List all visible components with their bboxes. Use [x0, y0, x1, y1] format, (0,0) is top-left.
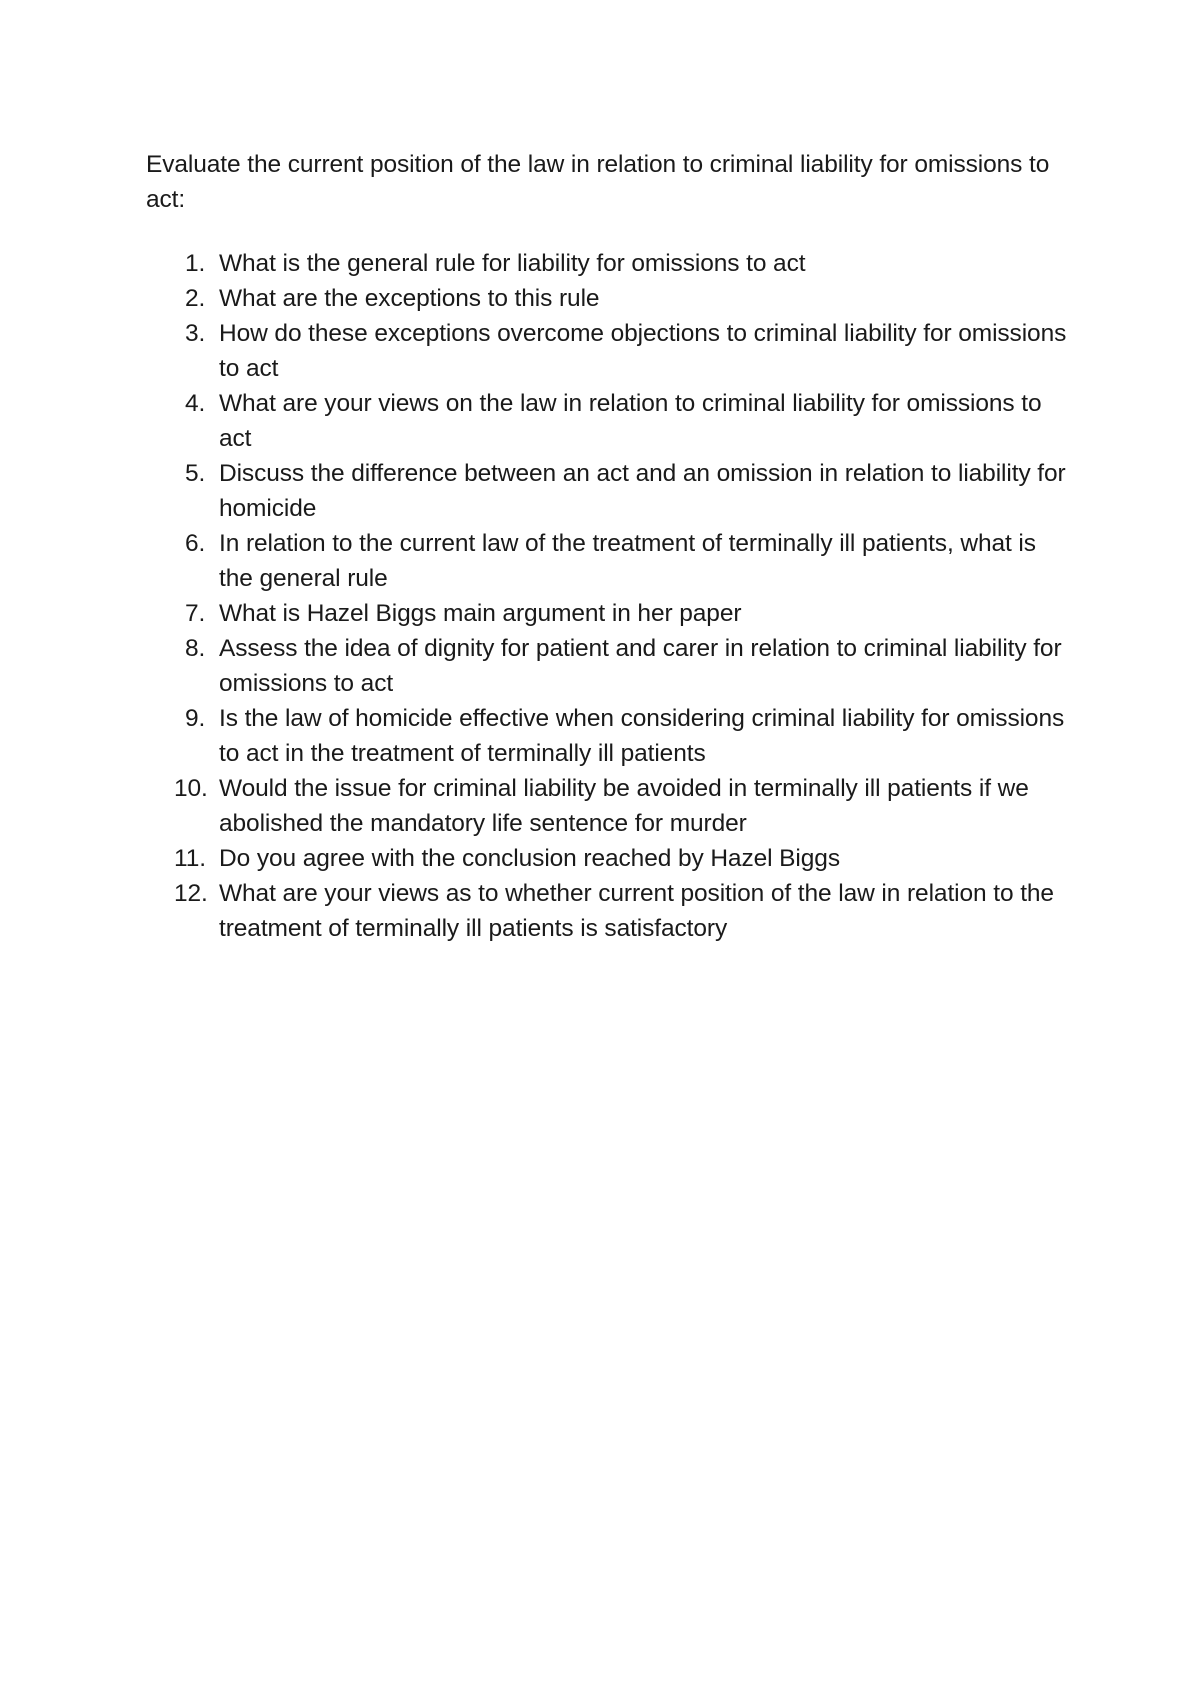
question-text: What are your views as to whether current position of the law in relation to the treatment of terminally ill patients is satisfactory	[219, 880, 1054, 942]
question-text: What is Hazel Biggs main argument in her paper	[219, 600, 742, 627]
question-text: Would the issue for criminal liability be avoided in terminally ill patients if we abolished the mandatory life sentence for murder	[219, 775, 1029, 837]
question-list	[146, 246, 1076, 946]
question-number: 2.	[185, 285, 206, 312]
question-text: Do you agree with the conclusion reached by Hazel Biggs	[219, 845, 840, 872]
question-item	[146, 841, 1076, 876]
question-item	[146, 246, 1076, 281]
question-text: What are your views on the law in relation to criminal liability for omissions to act	[219, 390, 1042, 452]
question-number: 12.	[174, 880, 208, 907]
question-item	[146, 316, 1076, 386]
question-number: 9.	[185, 705, 206, 732]
question-text: Discuss the difference between an act and an omission in relation to liability for homicide	[219, 460, 1066, 522]
question-text: How do these exceptions overcome objections to criminal liability for omissions to act	[219, 320, 1067, 382]
question-number: 1.	[185, 250, 206, 277]
intro-paragraph: Evaluate the current position of the law in relation to criminal liability for omissions to act:	[146, 151, 1050, 213]
question-number: 6.	[185, 530, 206, 557]
question-item	[146, 456, 1076, 526]
question-number: 10.	[174, 775, 208, 802]
question-number: 5.	[185, 460, 206, 487]
question-item	[146, 526, 1076, 596]
question-item	[146, 631, 1076, 701]
document-body	[146, 147, 1076, 946]
question-number: 8.	[185, 635, 206, 662]
question-text: Assess the idea of dignity for patient and carer in relation to criminal liability for omissions to act	[219, 635, 1062, 697]
question-item	[146, 281, 1076, 316]
question-text: What are the exceptions to this rule	[219, 285, 600, 312]
question-item	[146, 771, 1076, 841]
question-item	[146, 386, 1076, 456]
question-text: Is the law of homicide effective when considering criminal liability for omissions to act in the treatment of terminally ill patients	[219, 705, 1065, 767]
question-item	[146, 701, 1076, 771]
question-text: What is the general rule for liability for omissions to act	[219, 250, 806, 277]
question-item	[146, 876, 1076, 946]
question-number: 4.	[185, 390, 206, 417]
question-number: 11.	[174, 845, 206, 872]
question-item	[146, 596, 1076, 631]
question-number: 3.	[185, 320, 206, 347]
question-text: In relation to the current law of the treatment of terminally ill patients, what is the general rule	[219, 530, 1036, 592]
question-number: 7.	[185, 600, 206, 627]
